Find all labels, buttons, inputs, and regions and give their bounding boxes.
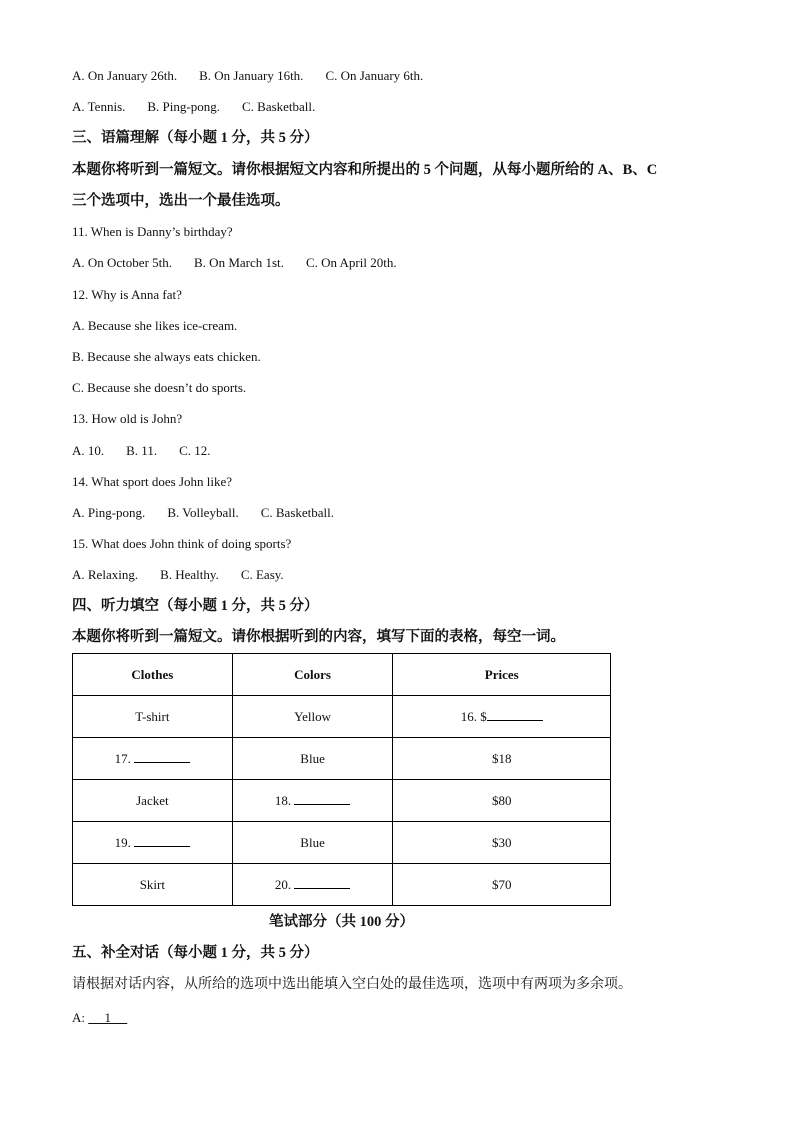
q15-option-c: C. Easy.: [240, 567, 284, 582]
section-3-instruction-2: 三个选项中，选出一个最佳选项。: [72, 193, 290, 209]
table-header-row: [73, 654, 611, 696]
header-clothes: Clothes: [73, 654, 233, 696]
q14-option-a: A. Ping-pong.: [72, 505, 146, 520]
question-15-text: 15. What does John think of doing sports?: [72, 536, 292, 551]
q10-option-b: B. Ping-pong.: [147, 99, 220, 114]
q11-option-c: C. On April 20th.: [305, 255, 397, 270]
q15-option-b: B. Healthy.: [160, 567, 219, 582]
q11-option-a: A. On October 5th.: [72, 255, 173, 270]
blank-number: 1: [104, 1010, 111, 1025]
answer-blank-16[interactable]: [487, 708, 543, 721]
q12-option-b: B. Because she always eats chicken.: [72, 349, 261, 364]
q14-option-b: B. Volleyball.: [167, 505, 239, 520]
table-cell: T-shirt: [73, 696, 233, 738]
question-9: [72, 68, 445, 84]
blank-label: 20.: [274, 877, 295, 892]
blank-label: 17.: [114, 751, 135, 766]
table-cell-blank[interactable]: [73, 822, 233, 864]
question-15-options: [72, 567, 306, 583]
q9-option-b: B. On January 16th.: [199, 68, 304, 83]
question-11-text: 11. When is Danny’s birthday?: [72, 224, 233, 239]
table-cell: Jacket: [73, 780, 233, 822]
table-cell: Skirt: [73, 864, 233, 906]
section-3-heading: 三、语篇理解（每小题 1 分，共 5 分）: [72, 130, 319, 146]
section-5-instruction: 请根据对话内容，从所给的选项中选出能填入空白处的最佳选项，选项中有两项为多余项。: [72, 977, 632, 992]
q9-option-c: C. On January 6th.: [325, 68, 424, 83]
blank-label: 19.: [114, 835, 135, 850]
speaker-label: A:: [72, 1010, 85, 1025]
q15-option-a: A. Relaxing.: [72, 567, 139, 582]
section-4-heading: 四、听力填空（每小题 1 分，共 5 分）: [72, 598, 319, 614]
q10-option-c: C. Basketball.: [241, 99, 316, 114]
answer-blank-19[interactable]: [134, 834, 190, 847]
q10-option-a: A. Tennis.: [72, 99, 126, 114]
table-cell: Blue: [232, 822, 393, 864]
question-13-options: [72, 443, 233, 459]
table-cell-blank[interactable]: [232, 780, 393, 822]
table-row: [73, 864, 611, 906]
header-prices: Prices: [393, 654, 611, 696]
answer-blank-17[interactable]: [134, 750, 190, 763]
answer-blank-18[interactable]: [294, 792, 350, 805]
q11-option-b: B. On March 1st.: [194, 255, 284, 270]
table-row: [73, 822, 611, 864]
table-cell: $30: [393, 822, 611, 864]
question-11-options: [72, 255, 419, 271]
dialogue-blank-1[interactable]: [88, 1010, 127, 1025]
question-12-text: 12. Why is Anna fat?: [72, 287, 182, 302]
table-cell-blank[interactable]: [73, 738, 233, 780]
q13-option-c: C. 12.: [179, 443, 211, 458]
blank-label: 16. $: [460, 709, 487, 724]
blank-label: 18.: [274, 793, 295, 808]
question-14-options: [72, 505, 356, 521]
section-5-heading: 五、补全对话（每小题 1 分，共 5 分）: [72, 945, 319, 961]
table-cell: $80: [393, 780, 611, 822]
question-14-text: 14. What sport does John like?: [72, 474, 233, 489]
table-row: [73, 696, 611, 738]
listening-table: [72, 653, 611, 906]
table-row: [73, 738, 611, 780]
table-cell-blank[interactable]: [232, 864, 393, 906]
header-colors: Colors: [232, 654, 393, 696]
dialogue-line-a: [72, 1010, 127, 1026]
table-cell: Blue: [232, 738, 393, 780]
table-cell: Yellow: [232, 696, 393, 738]
table-cell-blank[interactable]: [393, 696, 611, 738]
table-row: [73, 780, 611, 822]
q13-option-b: B. 11.: [126, 443, 158, 458]
q9-option-a: A. On January 26th.: [72, 68, 178, 83]
q12-option-a: A. Because she likes ice-cream.: [72, 318, 238, 333]
section-4-instruction: 本题你将听到一篇短文。请你根据听到的内容，填写下面的表格，每空一词。: [72, 629, 565, 645]
question-13-text: 13. How old is John?: [72, 411, 183, 426]
written-part-title: 笔试部分（共 100 分）: [269, 914, 414, 930]
question-10: [72, 99, 337, 115]
q12-option-c: C. Because she doesn’t do sports.: [72, 380, 247, 395]
table-cell: $18: [393, 738, 611, 780]
section-3-instruction-1: 本题你将听到一篇短文。请你根据短文内容和所提出的 5 个问题，从每小题所给的 A、B、C: [72, 162, 658, 178]
answer-blank-20[interactable]: [294, 876, 350, 889]
q14-option-c: C. Basketball.: [260, 505, 334, 520]
q13-option-a: A. 10.: [72, 443, 105, 458]
table-cell: $70: [393, 864, 611, 906]
